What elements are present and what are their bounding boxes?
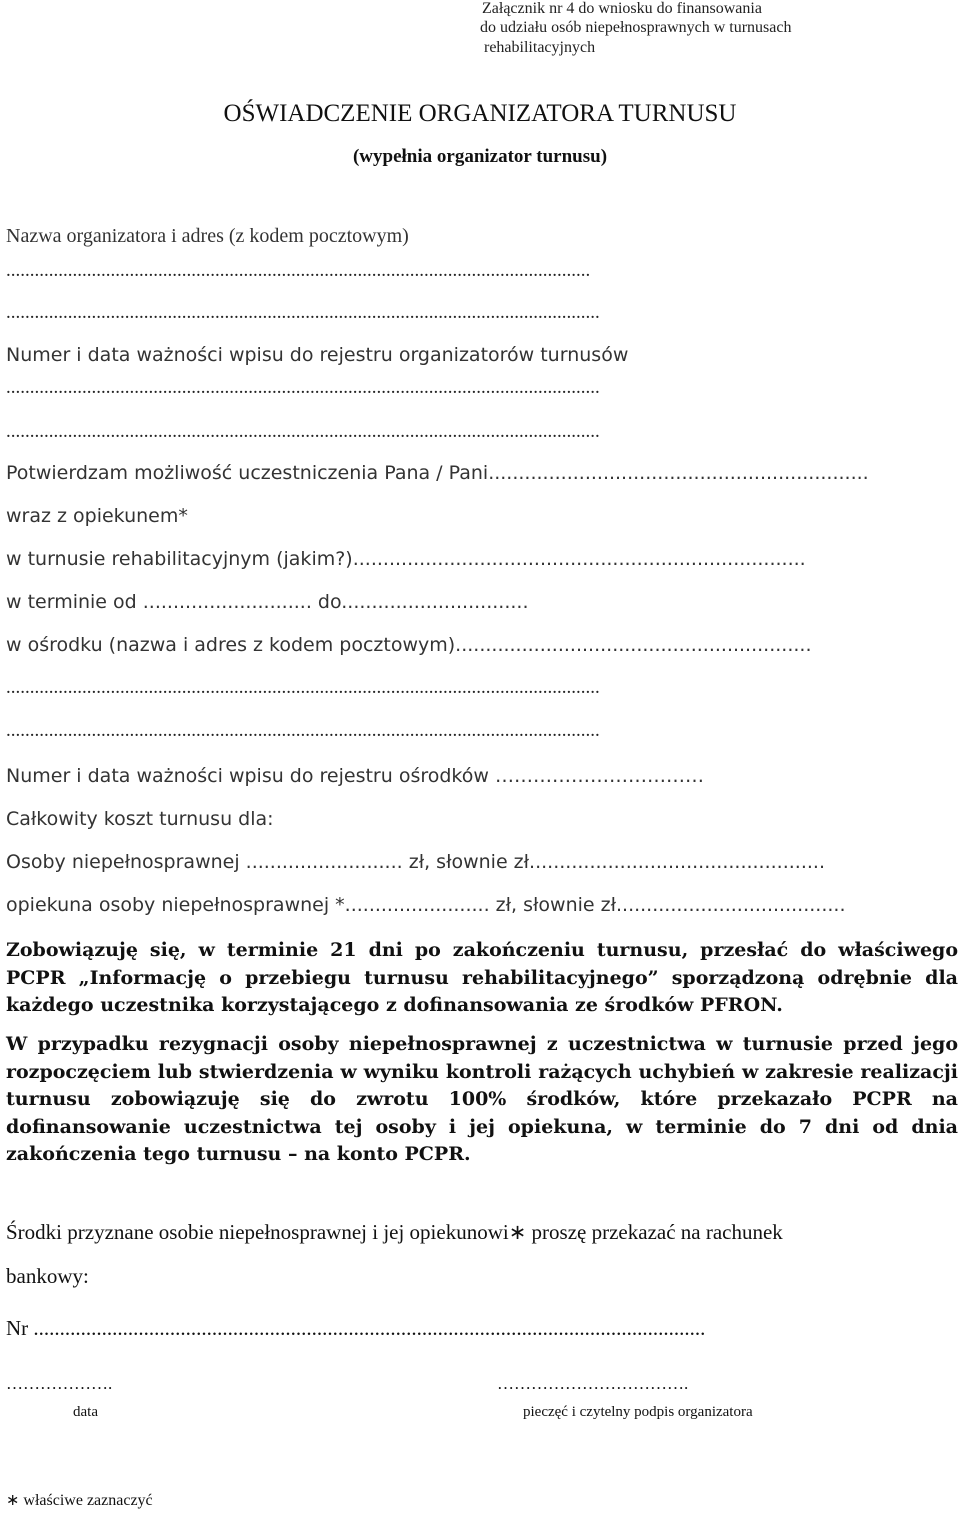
attachment-note-line2: do udziału osób niepełnosprawnych w turnusach xyxy=(480,19,792,36)
with-guardian-line: wraz z opiekunem* xyxy=(6,505,188,527)
organizer-registry-dots-1: ............................................................................................................................. xyxy=(6,377,600,398)
center-dots-1: ............................................................................................................................. xyxy=(6,677,600,698)
bank-label: bankowy: xyxy=(6,1264,89,1288)
center-line: w ośrodku (nazwa i adres z kodem pocztowym)........................................................... xyxy=(6,634,812,656)
signature-label: pieczęć i czytelny podpis organizatora xyxy=(523,1404,753,1420)
page-title: OŚWIADCZENIE ORGANIZATORA TURNUSU xyxy=(223,100,737,127)
organizer-name-label: Nazwa organizatora i adres (z kodem pocztowym) xyxy=(6,225,409,247)
attachment-note-line3: rehabilitacyjnych xyxy=(484,39,596,56)
page-subtitle: (wypełnia organizator turnusu) xyxy=(352,146,608,167)
total-cost-label: Całkowity koszt turnusu dla: xyxy=(6,808,274,830)
organizer-name-dots-1: ........................................................................................................................... xyxy=(6,260,591,281)
term-line: w terminie od ............................ do............................... xyxy=(6,591,529,613)
turnus-type-line: w turnusie rehabilitacyjnym (jakim?)........................................................................... xyxy=(6,548,806,570)
obligation-paragraph: Zobowiązuję się, w terminie 21 dni po zakończeniu turnusu, przesłać do właściwego PCPR „Informację o przebiegu turnusu rehabilitacyjnego” sporządzoną odrębnie dla każdego uczestnika korzystającego z dofinansowania ze środków PFRON. xyxy=(6,939,958,1016)
attachment-note-line1: Załącznik nr 4 do wniosku do finansowania xyxy=(482,0,762,17)
date-dots: ………………. xyxy=(6,1374,113,1393)
center-registry-line: Numer i data ważności wpisu do rejestru ośrodków …………………………… xyxy=(6,765,704,787)
guardian-cost-line: opiekuna osoby niepełnosprawnej *........................ zł, słownie zł...................................... xyxy=(6,894,846,916)
bank-account-line: Nr ................................................................................................................................ xyxy=(6,1316,706,1340)
center-dots-2: ............................................................................................................................. xyxy=(6,720,600,741)
confirm-participant-line: Potwierdzam możliwość uczestniczenia Pana / Pani............................................................... xyxy=(6,462,869,484)
signature-dots: ……………………………. xyxy=(497,1374,689,1393)
disabled-person-cost-line: Osoby niepełnosprawnej .......................... zł, słownie zł................................................. xyxy=(6,851,825,873)
footnote: ∗ właściwe zaznaczyć xyxy=(6,1492,153,1509)
bank-transfer-line: Środki przyznane osobie niepełnosprawnej i jej opiekunowi∗ proszę przekazać na rachunek xyxy=(6,1220,783,1244)
organizer-registry-dots-2: ............................................................................................................................. xyxy=(6,421,600,442)
resignation-paragraph: W przypadku rezygnacji osoby niepełnosprawnej z uczestnictwa w turnusie przed jego rozpoczęciem lub stwierdzenia w wyniku kontroli rażących uchybień w zakresie realizacji turnusu zobowiązuję się do zwrotu 100% środków, które przekazało PCPR na dofinansowanie uczestnictwa tej osoby i jej opiekuna, w terminie do 7 dni od dnia zakończenia tego turnusu – na konto PCPR. xyxy=(6,1033,958,1165)
organizer-registry-label: Numer i data ważności wpisu do rejestru organizatorów turnusów xyxy=(6,344,629,366)
organizer-name-dots-2: ............................................................................................................................. xyxy=(6,302,600,323)
date-label: data xyxy=(73,1404,98,1420)
